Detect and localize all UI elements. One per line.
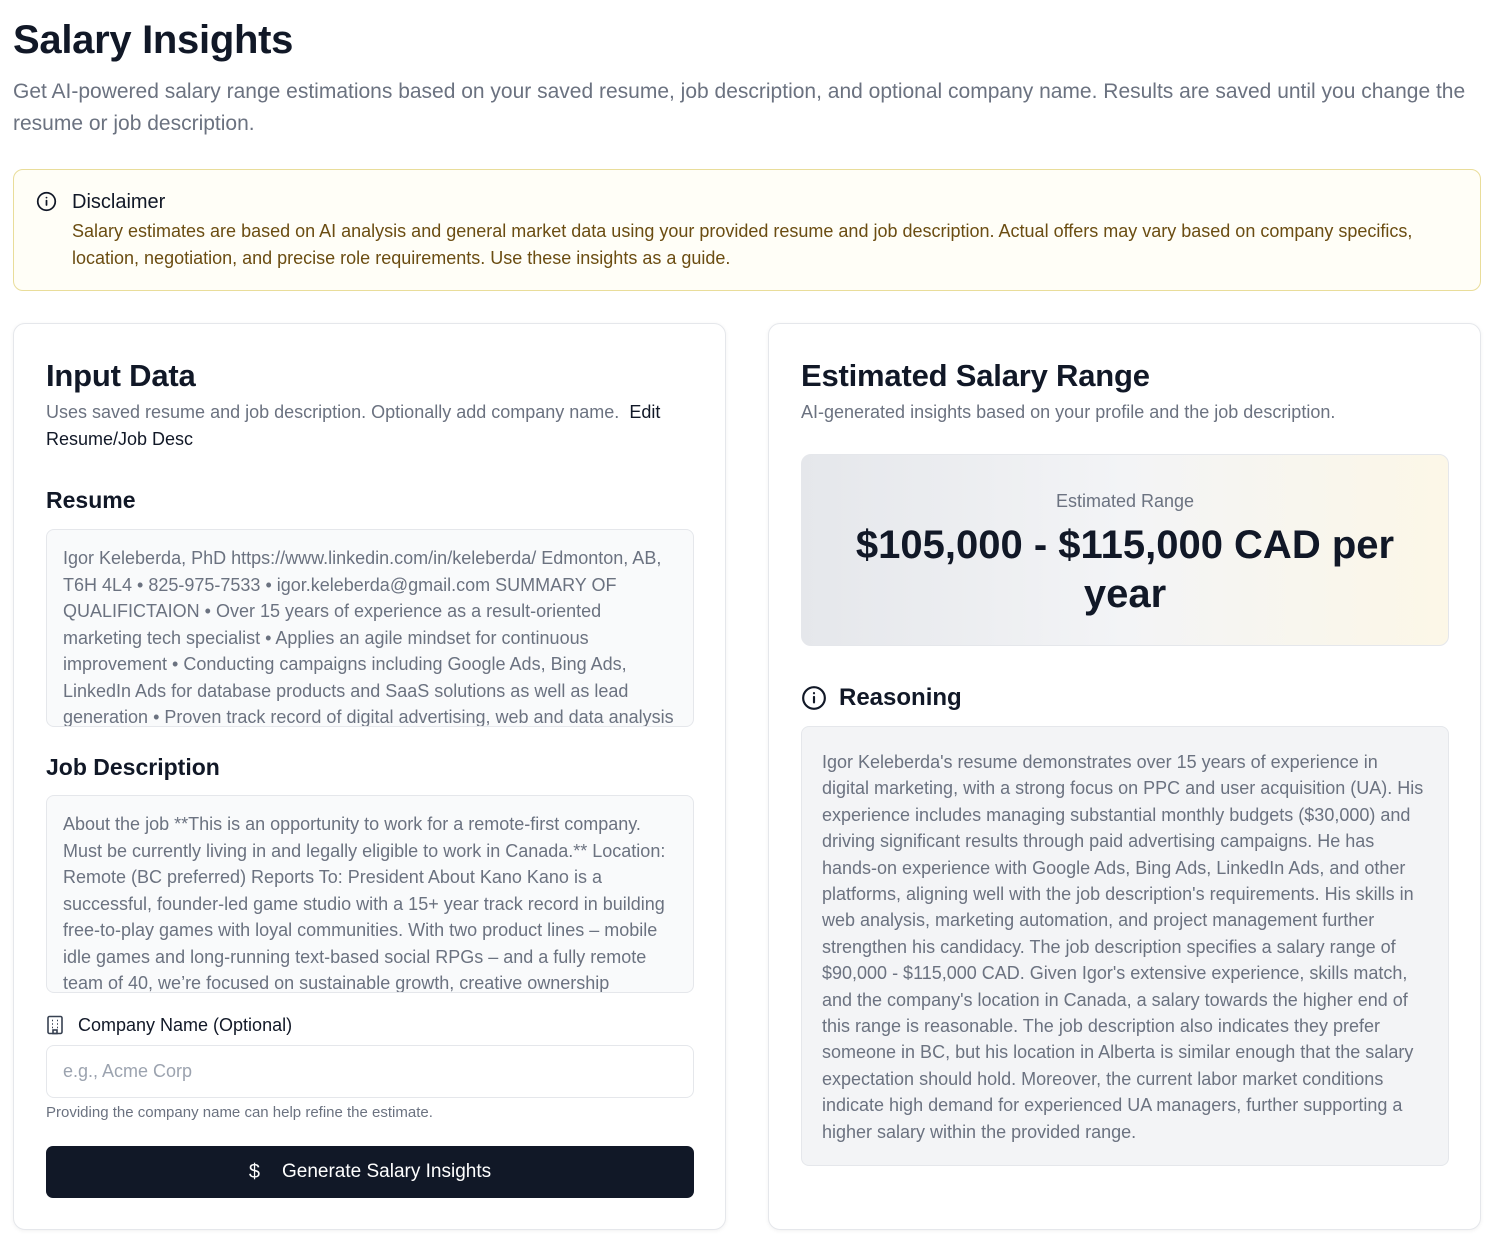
- info-icon: [801, 685, 827, 711]
- input-card-title: Input Data: [46, 358, 196, 393]
- estimated-range-box: [801, 454, 1449, 646]
- company-name-label: Company Name (Optional): [78, 1014, 293, 1035]
- input-card-subtitle-text: Uses saved resume and job description. Optionally add company name.: [46, 402, 620, 422]
- info-icon: [36, 191, 57, 217]
- company-hint: Providing the company name can help refine the estimate.: [46, 1104, 433, 1121]
- job-description-textarea[interactable]: [46, 795, 694, 993]
- generate-salary-insights-button[interactable]: [46, 1146, 694, 1198]
- disclaimer-title: Disclaimer: [72, 191, 166, 213]
- job-description-label: Job Description: [46, 754, 220, 780]
- company-name-input[interactable]: [46, 1045, 694, 1098]
- resume-label: Resume: [46, 487, 136, 513]
- input-card-subtitle: [46, 399, 696, 453]
- reasoning-box: [801, 726, 1449, 1166]
- resume-textarea[interactable]: [46, 529, 694, 727]
- estimated-salary-card: [768, 323, 1481, 1230]
- page-subtitle: Get AI-powered salary range estimations based on your saved resume, job description, and optional company name. Results are saved until you change the resume or job description.: [13, 80, 1466, 135]
- edit-resume-link[interactable]: Edit Resume/Job Desc: [46, 402, 661, 449]
- resume-text: Igor Keleberda, PhD https://www.linkedin.com/in/keleberda/ Edmonton, AB, T6H 4L4 • 825-975-7533 • igor.keleberda@gmail.com SUMMARY OF QUALIFICTAION • Over 15 years of experience as a result-oriented marketing tech specialist • Applies an agile mindset for continuous improvement • Conducting campaigns including Google Ads, Bing Ads, LinkedIn Ads for database products and SaaS solutions as well as lead generation • Proven track record of digital advertising, web and data analysis: [63, 548, 674, 727]
- reasoning-heading: [801, 684, 962, 712]
- range-label: Estimated Range: [1055, 491, 1195, 511]
- reasoning-label: Reasoning: [839, 684, 962, 711]
- result-card-title: Estimated Salary Range: [801, 358, 1150, 393]
- building-icon: [46, 1015, 64, 1035]
- page-title: Salary Insights: [13, 18, 294, 62]
- generate-button-label: Generate Salary Insights: [282, 1161, 492, 1182]
- company-label-row: [46, 1012, 292, 1038]
- reasoning-text: Igor Keleberda's resume demonstrates over 15 years of experience in digital marketing, with a strong focus on PPC and user acquisition (UA). His experience includes managing substantial monthly budgets ($30,000) and driving significant results through paid advertising campaigns. He has hands-on experience with Google Ads, Bing Ads, LinkedIn Ads, and other platforms, aligning well with the job description's requirements. His skills in web analysis, marketing automation, and project management further strengthen his candidacy. The job description specifies a salary range of $90,000 - $115,000 CAD. Given Igor's extensive experience, skills match, and the company's location in Canada, a salary towards the higher end of this range is reasonable. The job description also indicates they prefer someone in BC, but his location in Alberta is similar enough that the salary expectation should hold. Moreover, the current labor market conditions indicate high demand for experienced UA managers, further supporting a higher salary within the provided range.: [822, 752, 1424, 1142]
- disclaimer-text: Salary estimates are based on AI analysis and general market data using your provided resume and job description. Actual offers may vary based on company specifics, location, negotiation, and precise role requirements. Use these insights as a guide.: [72, 221, 1413, 268]
- disclaimer-box: [13, 169, 1481, 291]
- input-data-card: [13, 323, 726, 1230]
- job-description-text: About the job **This is an opportunity to work for a remote-first company. Must be currently living in and legally eligible to work in Canada.** Location: Remote (BC preferred) Reports To: President About Kano Kano is a successful, founder-led game studio with a 15+ year track record in building free-to-play games with loyal communities. With two product lines – mobile idle games and long-running text-based social RPGs – and a fully remote team of 40, we’re focused on sustainable growth, creative ownership: [63, 814, 666, 993]
- result-card-subtitle: AI-generated insights based on your profile and the job description.: [801, 402, 1336, 422]
- range-value: $105,000 - $115,000 CAD per year: [855, 523, 1395, 616]
- dollar-icon: $: [248, 1160, 260, 1183]
